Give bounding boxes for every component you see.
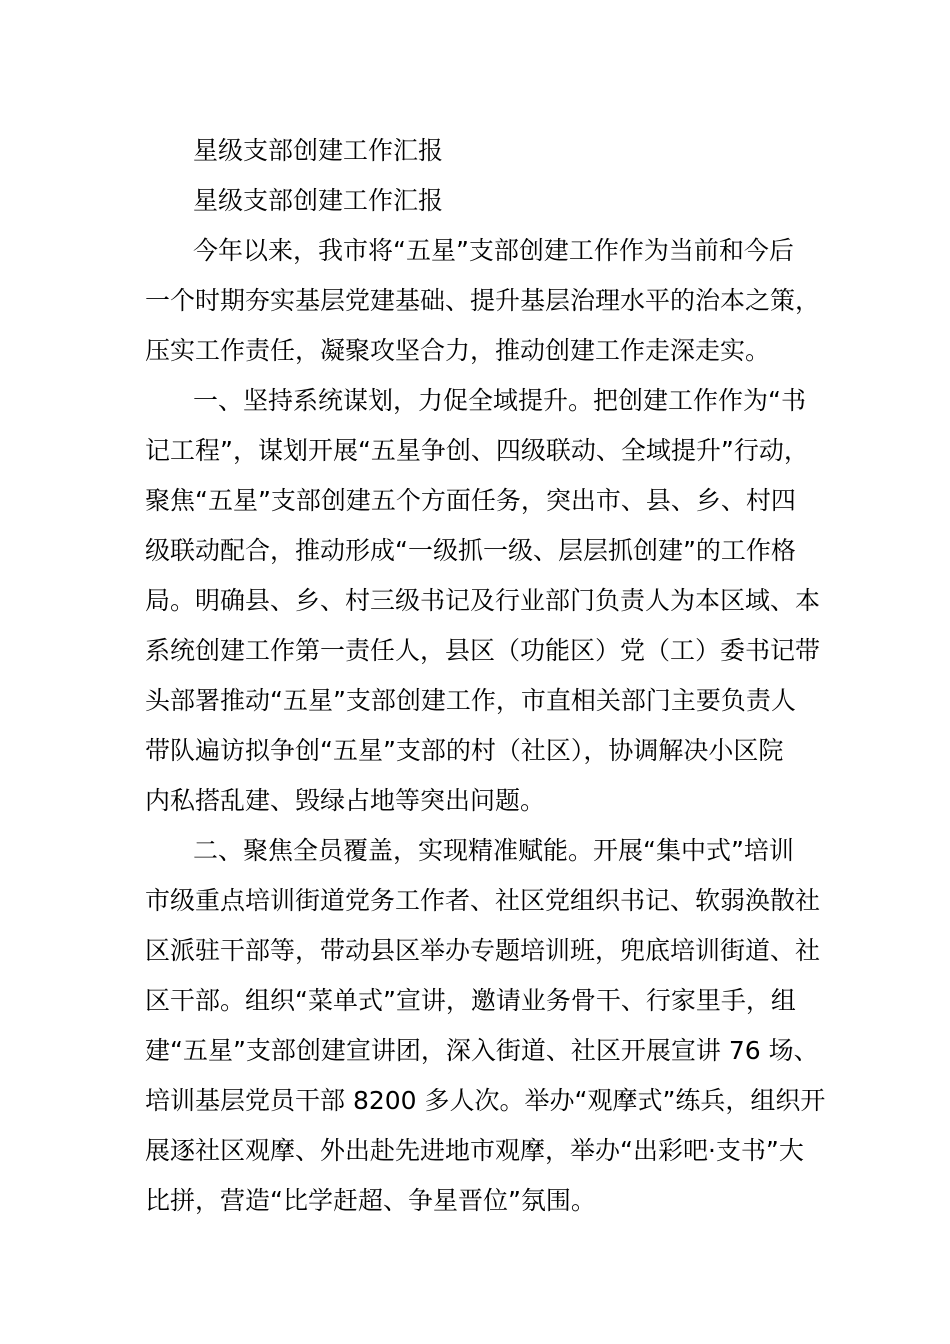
document-subtitle: 星级支部创建工作汇报	[193, 186, 444, 215]
paragraph-line: 内私搭乱建、毁绿占地等突出问题。	[145, 786, 546, 815]
paragraph-line: 聚焦“五星”支部创建五个方面任务，突出市、县、乡、村四	[145, 486, 796, 515]
paragraph-line: 一个时期夯实基层党建基础、提升基层治理水平的治本之策，	[145, 286, 821, 315]
document-title: 星级支部创建工作汇报	[193, 136, 444, 165]
paragraph-intro	[145, 226, 821, 376]
paragraph-line: 头部署推动“五星”支部创建工作，市直相关部门主要负责人	[145, 686, 796, 715]
paragraph-line: 二、聚焦全员覆盖，实现精准赋能。开展“集中式”培训	[193, 836, 794, 865]
paragraph-line: 展逐社区观摩、外出赴先进地市观摩，举办“出彩吧·支书”大	[145, 1136, 804, 1165]
paragraph-section-2	[145, 826, 826, 1226]
paragraph-line: 比拼，营造“比学赶超、争星晋位”氛围。	[145, 1186, 596, 1215]
paragraph-line: 记工程”，谋划开展“五星争创、四级联动、全域提升”行动，	[145, 436, 809, 465]
paragraph-line: 系统创建工作第一责任人，县区（功能区）党（工）委书记带	[145, 636, 821, 665]
paragraph-line: 级联动配合，推动形成“一级抓一级、层层抓创建”的工作格	[145, 536, 796, 565]
paragraph-line: 区派驻干部等，带动县区举办专题培训班，兜底培训街道、社	[145, 936, 821, 965]
paragraph-section-1	[145, 376, 821, 826]
paragraph-line: 区干部。组织“菜单式”宣讲，邀请业务骨干、行家里手，组	[145, 986, 796, 1015]
paragraph-line: 带队遍访拟争创“五星”支部的村（社区），协调解决小区院	[145, 736, 784, 765]
paragraph-line: 压实工作责任，凝聚攻坚合力，推动创建工作走深走实。	[145, 336, 771, 365]
paragraph-line: 一、坚持系统谋划，力促全域提升。把创建工作作为“书	[193, 386, 806, 415]
paragraph-line: 今年以来，我市将“五星”支部创建工作作为当前和今后	[193, 236, 794, 265]
paragraph-line: 培训基层党员干部 8200 多人次。举办“观摩式”练兵，组织开	[145, 1086, 826, 1115]
paragraph-line: 建“五星”支部创建宣讲团，深入街道、社区开展宣讲 76 场、	[145, 1036, 819, 1065]
paragraph-line: 局。明确县、乡、村三级书记及行业部门负责人为本区域、本	[145, 586, 821, 615]
document-body	[145, 126, 826, 1226]
paragraph-line: 市级重点培训街道党务工作者、社区党组织书记、软弱涣散社	[145, 886, 821, 915]
